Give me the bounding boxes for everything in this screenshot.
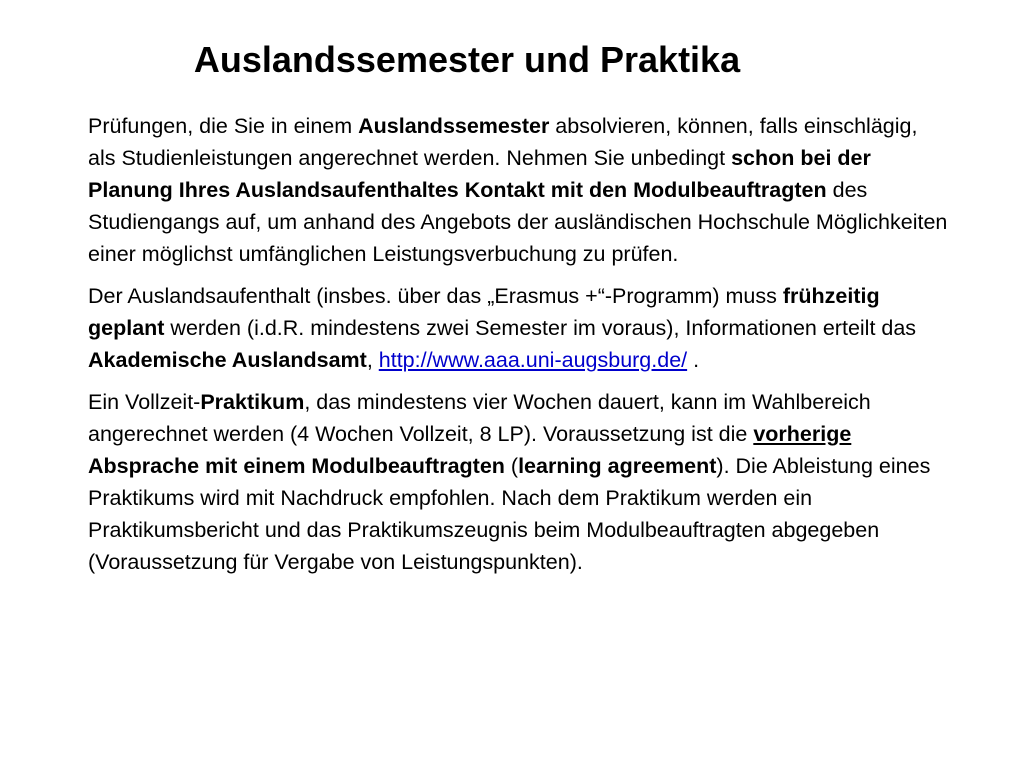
text: , das mindestens vier Wochen dauert, kann im Wahlbereich angerechnet werden (4 Wochen Vollzeit, 8 LP). Voraussetzung ist die (88, 390, 871, 446)
text: Der Auslandsaufenthalt (insbes. über das „Erasmus +“-Programm) muss (88, 284, 783, 308)
slide-body (88, 110, 948, 588)
text: , (366, 348, 379, 372)
paragraph-praktikum (88, 386, 948, 578)
text: ). Die Ableistung eines Praktikums wird mit Nachdruck empfohlen. Nach dem Praktikum werden ein Praktikumsbericht und das Praktikumszeugnis beim Modulbeauftragten abgegeben (Voraussetzung für Vergabe von Leistungspunkten). (88, 454, 931, 574)
bold-text: learning agreement (518, 454, 717, 478)
text: ( (504, 454, 519, 478)
text: werden (i.d.R. mindestens zwei Semester im voraus), Informationen erteilt das (164, 316, 917, 340)
paragraph-auslandsaufenthalt (88, 280, 948, 376)
bold-underlined-text: vorherige (753, 422, 852, 446)
text: Prüfungen, die Sie in einem (88, 114, 359, 138)
bold-text: Absprache mit einem Modulbeauftragten (88, 454, 505, 478)
text: . (687, 348, 700, 372)
bold-text: Akademische Auslandsamt (88, 348, 367, 372)
text: des Studiengangs auf, um anhand des Angebots der ausländischen Hochschule Möglichkeiten einer möglichst umfänglichen Leistungsverbuchung zu prüfen. (88, 178, 948, 266)
bold-text: frühzeitig geplant (88, 284, 880, 340)
text: Ein Vollzeit- (88, 390, 201, 414)
paragraph-auslandssemester (88, 110, 948, 270)
bold-text: Auslandssemester (358, 114, 550, 138)
bold-text: schon bei der Planung Ihres Auslandsaufenthaltes Kontakt mit den Modulbeauftragten (88, 146, 871, 202)
slide-title: Auslandssemester und Praktika (193, 39, 741, 80)
auslandsamt-link[interactable]: http://www.aaa.uni-augsburg.de/ (378, 348, 688, 372)
bold-text: Praktikum (200, 390, 305, 414)
text: absolvieren, können, falls einschlägig, als Studienleistungen angerechnet werden. Nehmen Sie unbedingt (88, 114, 918, 170)
